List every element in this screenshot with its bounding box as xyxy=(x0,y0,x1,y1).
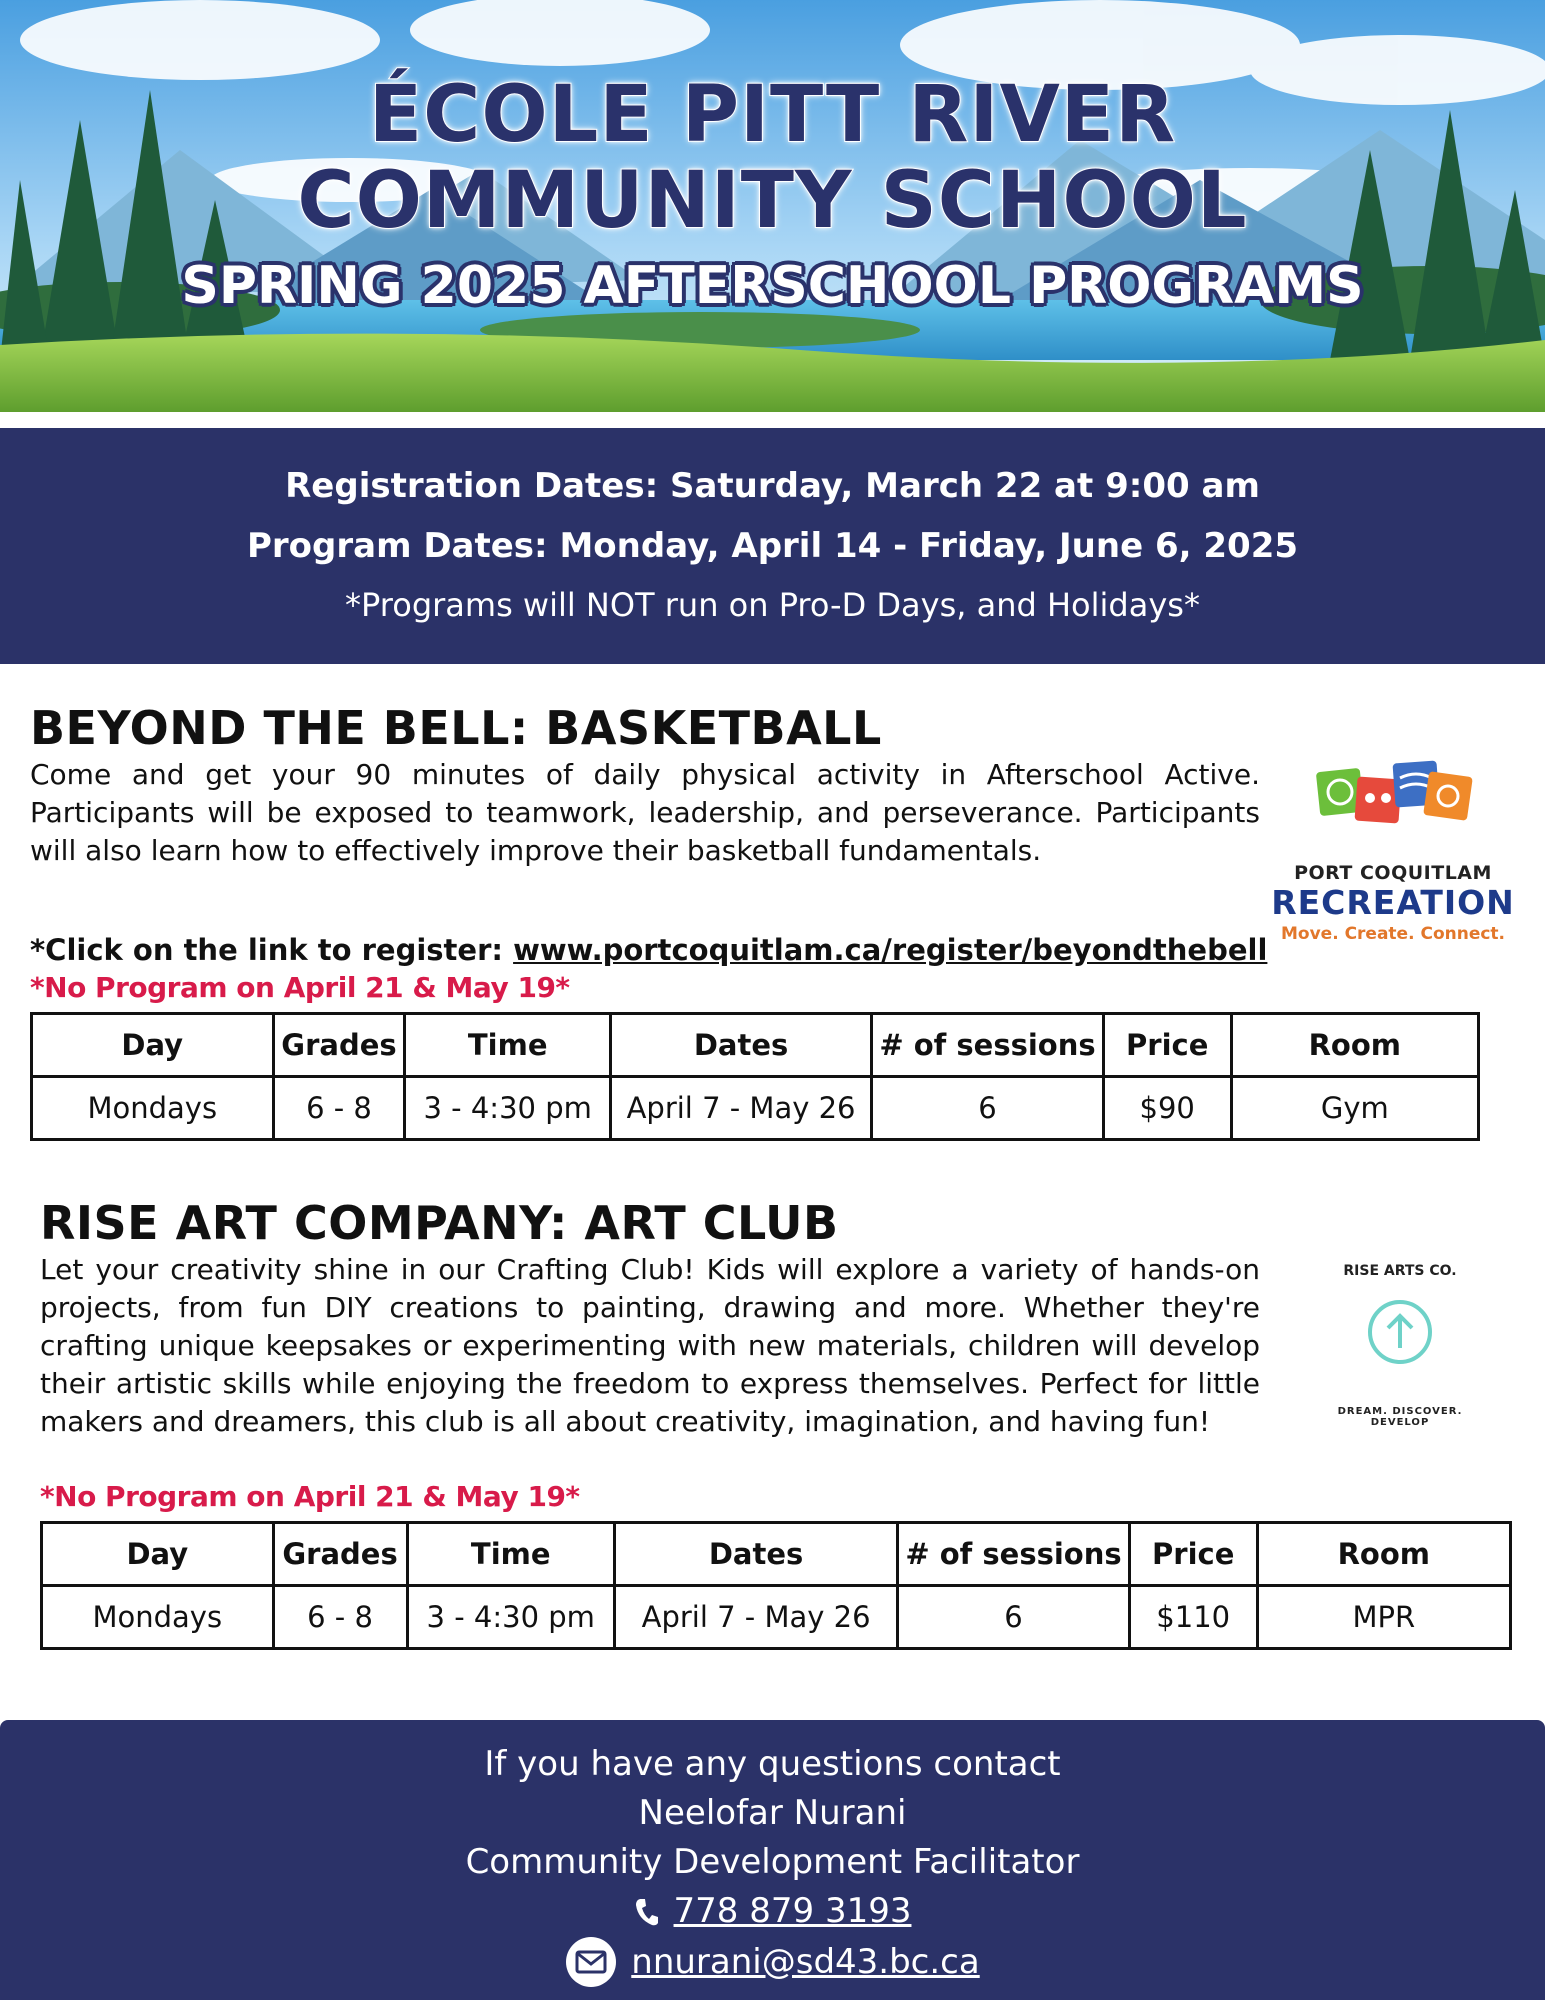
art-title: RISE ART COMPANY: ART CLUB xyxy=(40,1196,839,1250)
mail-icon xyxy=(565,1936,617,1988)
col-time: Time xyxy=(407,1523,614,1586)
basketball-title: BEYOND THE BELL: BASKETBALL xyxy=(30,701,882,755)
page-subtitle: SPRING 2025 AFTERSCHOOL PROGRAMS xyxy=(181,256,1364,316)
cell-day: Mondays xyxy=(42,1586,274,1649)
col-grades: Grades xyxy=(273,1523,407,1586)
table-header-row xyxy=(32,1014,1479,1077)
cell-sessions: 6 xyxy=(898,1586,1130,1649)
pc-name: PORT COQUITLAM xyxy=(1294,862,1492,884)
pc-recreation: RECREATION xyxy=(1271,883,1515,922)
art-description: Let your creativity shine in our Crafting Club! Kids will explore a variety of hands-on projects, from fun DIY creations to painting, drawing and more. Whether they're crafting unique keepsakes or experimenting with new materials, children will develop their artistic skills while enjoying the freedom to express themselves. Perfect for little makers and dreamers, this club is all about creativity, imagination, and having fun! xyxy=(40,1253,1260,1438)
col-grades: Grades xyxy=(273,1014,405,1077)
register-prefix: *Click on the link to register: xyxy=(30,933,514,967)
register-link[interactable]: www.portcoquitlam.ca/register/beyondthebell xyxy=(513,933,1268,967)
registration-dates: Registration Dates: Saturday, March 22 at 9:00 am xyxy=(285,466,1260,506)
cell-room: Gym xyxy=(1231,1077,1478,1140)
col-sessions: # of sessions xyxy=(898,1523,1130,1586)
email-row xyxy=(0,1936,1545,1988)
rise-tagline: DREAM. DISCOVER. DEVELOP xyxy=(1337,1406,1463,1428)
recreation-tiles-icon xyxy=(1308,752,1478,852)
phone-number[interactable]: 778 879 3193 xyxy=(673,1891,912,1931)
port-coquitlam-recreation-logo xyxy=(1268,752,1518,952)
art-schedule-table xyxy=(40,1521,1512,1650)
table-header-row xyxy=(42,1523,1511,1586)
cell-time: 3 - 4:30 pm xyxy=(407,1586,614,1649)
cell-dates: April 7 - May 26 xyxy=(610,1077,871,1140)
basketball-schedule-table xyxy=(30,1012,1480,1141)
header-hero xyxy=(0,0,1545,412)
dates-banner xyxy=(0,428,1545,664)
cell-price: $90 xyxy=(1103,1077,1231,1140)
phone-row xyxy=(0,1887,1545,1936)
cell-room: MPR xyxy=(1257,1586,1510,1649)
col-sessions: # of sessions xyxy=(872,1014,1104,1077)
col-room: Room xyxy=(1231,1014,1478,1077)
col-dates: Dates xyxy=(610,1014,871,1077)
cell-grades: 6 - 8 xyxy=(273,1077,405,1140)
art-no-program: *No Program on April 21 & May 19* xyxy=(40,1480,580,1513)
pc-tagline: Move. Create. Connect. xyxy=(1280,924,1506,944)
rise-arts-logo xyxy=(1310,1260,1490,1430)
art-section xyxy=(40,1195,1260,1515)
col-time: Time xyxy=(405,1014,610,1077)
col-room: Room xyxy=(1257,1523,1510,1586)
cell-day: Mondays xyxy=(32,1077,274,1140)
rise-arts-emblem xyxy=(1310,1260,1490,1400)
cell-grades: 6 - 8 xyxy=(273,1586,407,1649)
email-address[interactable]: nnurani@sd43.bc.ca xyxy=(631,1941,980,1982)
table-row xyxy=(42,1586,1511,1649)
basketball-description: Come and get your 90 minutes of daily physical activity in Afterschool Active. Participants will be exposed to teamwork, leadership, and perseverance. Participants will also learn how to effectively improve their basketball fundamentals. xyxy=(30,758,1260,867)
programs-note: *Programs will NOT run on Pro-D Days, and Holidays* xyxy=(345,586,1200,624)
rise-letters: RISE ARTS CO. xyxy=(1343,1263,1457,1279)
cell-sessions: 6 xyxy=(872,1077,1104,1140)
cell-price: $110 xyxy=(1129,1586,1257,1649)
basketball-register xyxy=(30,930,1330,1006)
contact-role: Community Development Facilitator xyxy=(465,1842,1080,1882)
cell-time: 3 - 4:30 pm xyxy=(405,1077,610,1140)
contact-intro: If you have any questions contact xyxy=(484,1744,1061,1784)
col-price: Price xyxy=(1103,1014,1231,1077)
col-day: Day xyxy=(42,1523,274,1586)
school-name-line2: COMMUNITY SCHOOL xyxy=(297,156,1248,246)
phone-icon xyxy=(634,1897,660,1927)
table-row xyxy=(32,1077,1479,1140)
col-day: Day xyxy=(32,1014,274,1077)
contact-name: Neelofar Nurani xyxy=(638,1793,907,1833)
cell-dates: April 7 - May 26 xyxy=(614,1586,897,1649)
col-price: Price xyxy=(1129,1523,1257,1586)
contact-footer xyxy=(0,1720,1545,2000)
school-name-line1: ÉCOLE PITT RIVER xyxy=(368,70,1177,160)
col-dates: Dates xyxy=(614,1523,897,1586)
program-dates: Program Dates: Monday, April 14 - Friday, June 6, 2025 xyxy=(246,526,1299,566)
basketball-no-program: *No Program on April 21 & May 19* xyxy=(30,971,570,1004)
register-line xyxy=(30,930,1330,970)
basketball-section xyxy=(30,700,1260,908)
